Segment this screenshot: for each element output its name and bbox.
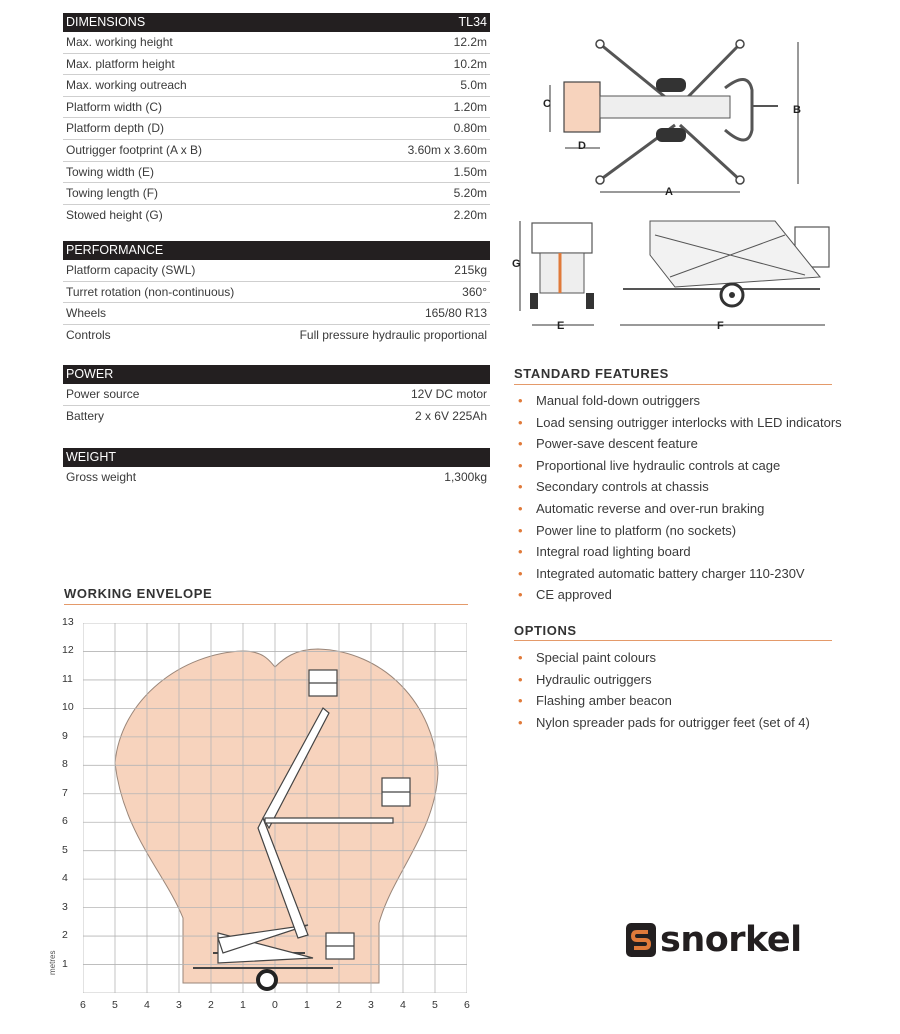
label-c: C — [543, 98, 551, 110]
spec-value: 1,300kg — [444, 470, 487, 484]
options-list — [514, 647, 810, 733]
y-tick-label: 8 — [62, 758, 68, 771]
spec-value: 12V DC motor — [410, 387, 487, 401]
x-tick-label: 3 — [368, 999, 374, 1011]
spec-value: 1.50m — [453, 164, 487, 179]
dimensions-table — [63, 13, 490, 225]
weight-header — [63, 448, 490, 467]
y-tick-label: 6 — [62, 815, 68, 828]
bullet-icon: • — [518, 457, 523, 473]
feature-item — [514, 541, 842, 563]
feature-item — [514, 584, 842, 606]
spec-label: Battery — [66, 408, 105, 423]
spec-row — [63, 282, 490, 304]
bullet-icon: • — [518, 393, 523, 408]
spec-value: 5.20m — [453, 186, 487, 201]
spec-row — [63, 162, 490, 184]
bullet-icon: • — [518, 693, 523, 709]
power-header — [63, 365, 490, 384]
working-envelope-title: WORKING ENVELOPE — [64, 586, 213, 601]
spec-row — [63, 54, 490, 76]
dimensions-title: DIMENSIONS — [66, 15, 146, 29]
bullet-icon: • — [518, 671, 523, 687]
feature-item — [514, 390, 842, 412]
weight-table — [63, 448, 490, 488]
feature-item — [514, 476, 842, 498]
spec-row — [63, 183, 490, 205]
performance-title: PERFORMANCE — [66, 243, 164, 257]
label-d: D — [578, 140, 586, 152]
label-b: B — [793, 104, 801, 116]
side-view-diagram — [615, 215, 835, 330]
y-tick-label: 13 — [62, 616, 74, 628]
y-tick-label: 9 — [62, 729, 68, 742]
spec-label: Platform width (C) — [66, 99, 163, 114]
feature-item — [514, 647, 810, 669]
spec-value: Full pressure hydraulic proportional — [299, 327, 487, 342]
feature-text: Power-save descent feature — [536, 436, 698, 452]
x-tick-label: 1 — [304, 999, 310, 1011]
weight-title: WEIGHT — [66, 450, 116, 464]
spec-label: Max. working outreach — [66, 78, 187, 93]
feature-item — [514, 412, 842, 434]
power-table — [63, 365, 490, 426]
spec-label: Wheels — [66, 306, 107, 321]
spec-row — [63, 260, 490, 282]
spec-value: 215kg — [454, 263, 487, 277]
spec-row — [63, 97, 490, 119]
spec-row — [63, 467, 490, 488]
x-tick-label: 3 — [176, 999, 182, 1011]
spec-label: Outrigger footprint (A x B) — [66, 142, 203, 157]
feature-item — [514, 520, 842, 542]
spec-value: 3.60m x 3.60m — [407, 142, 487, 157]
y-tick-label: 5 — [62, 843, 68, 856]
bullet-icon: • — [518, 522, 523, 538]
spec-value: 5.0m — [460, 78, 487, 93]
x-tick-label: 2 — [336, 999, 342, 1011]
feature-item — [514, 669, 810, 691]
feature-text: Proportional live hydraulic controls at cage — [536, 457, 781, 473]
x-tick-label: 5 — [112, 999, 118, 1011]
options-rule — [514, 640, 832, 641]
working-envelope-chart — [83, 623, 467, 993]
spec-label: Max. platform height — [66, 56, 175, 71]
feature-item — [514, 498, 842, 520]
feature-item — [514, 690, 810, 712]
spec-value: 0.80m — [453, 121, 487, 136]
spec-row — [63, 325, 490, 346]
spec-label: Platform capacity (SWL) — [66, 263, 196, 277]
spec-value: 2 x 6V 225Ah — [414, 408, 487, 423]
y-tick-label: 10 — [62, 701, 74, 714]
feature-text: Flashing amber beacon — [536, 693, 672, 709]
spec-value: 12.2m — [453, 35, 487, 49]
bullet-icon: • — [518, 479, 523, 495]
x-tick-label: 0 — [272, 999, 278, 1011]
y-tick-label: 12 — [62, 644, 74, 657]
bullet-icon: • — [518, 650, 523, 665]
spec-label: Gross weight — [66, 470, 137, 484]
y-tick-label: 2 — [62, 929, 68, 942]
performance-table — [63, 241, 490, 345]
feature-text: Integral road lighting board — [536, 544, 691, 560]
spec-value: 2.20m — [453, 207, 487, 222]
spec-value: 165/80 R13 — [424, 306, 487, 321]
standard-features-list — [514, 390, 842, 606]
spec-row — [63, 384, 490, 406]
bullet-icon: • — [518, 414, 523, 430]
options-title: OPTIONS — [514, 623, 577, 638]
spec-value: 10.2m — [453, 56, 487, 71]
spec-label: Towing length (F) — [66, 186, 159, 201]
spec-row — [63, 406, 490, 427]
spec-row — [63, 75, 490, 97]
snorkel-logo — [626, 920, 802, 960]
feature-text: Load sensing outrigger interlocks with LED indicators — [536, 414, 842, 430]
feature-text: Special paint colours — [536, 650, 656, 665]
bullet-icon: • — [518, 565, 523, 581]
spec-label: Max. working height — [66, 35, 173, 49]
spec-label: Controls — [66, 327, 111, 342]
power-title: POWER — [66, 367, 114, 381]
x-tick-label: 5 — [432, 999, 438, 1011]
feature-text: Power line to platform (no sockets) — [536, 522, 737, 538]
x-tick-label: 1 — [240, 999, 246, 1011]
label-f: F — [717, 320, 724, 332]
spec-value: 360° — [462, 284, 487, 299]
spec-value: 1.20m — [453, 99, 487, 114]
spec-label: Stowed height (G) — [66, 207, 163, 222]
standard-features-title: STANDARD FEATURES — [514, 366, 669, 381]
feature-text: Nylon spreader pads for outrigger feet (set of 4) — [536, 714, 810, 730]
label-a: A — [665, 186, 673, 198]
y-tick-label: 3 — [62, 900, 68, 913]
feature-text: Hydraulic outriggers — [536, 671, 652, 687]
spec-row — [63, 140, 490, 162]
feature-item — [514, 563, 842, 585]
y-unit-label: metres — [48, 950, 57, 975]
x-tick-label: 4 — [400, 999, 406, 1011]
feature-text: CE approved — [536, 587, 612, 603]
feature-item — [514, 712, 810, 734]
spec-label: Platform depth (D) — [66, 121, 165, 136]
spec-label: Power source — [66, 387, 140, 401]
snorkel-logo-mark — [626, 923, 656, 957]
x-tick-label: 6 — [464, 999, 470, 1011]
model-name: TL34 — [458, 15, 487, 29]
bullet-icon: • — [518, 714, 523, 730]
feature-item — [514, 455, 842, 477]
feature-text: Manual fold-down outriggers — [536, 393, 701, 408]
y-tick-label: 7 — [62, 786, 68, 799]
top-view-diagram — [520, 30, 820, 205]
spec-row — [63, 205, 490, 226]
spec-label: Towing width (E) — [66, 164, 155, 179]
performance-header — [63, 241, 490, 260]
bullet-icon: • — [518, 587, 523, 603]
x-tick-label: 4 — [144, 999, 150, 1011]
spec-row — [63, 118, 490, 140]
y-tick-label: 11 — [62, 672, 73, 685]
y-tick-label: 1 — [62, 957, 68, 970]
spec-row — [63, 32, 490, 54]
feature-text: Secondary controls at chassis — [536, 479, 709, 495]
feature-item — [514, 433, 842, 455]
spec-label: Turret rotation (non-continuous) — [66, 284, 235, 299]
bullet-icon: • — [518, 544, 523, 560]
working-envelope-rule — [64, 604, 468, 605]
label-g: G — [512, 258, 521, 270]
bullet-icon: • — [518, 500, 523, 516]
front-view-diagram — [510, 215, 600, 330]
label-e: E — [557, 320, 565, 332]
dimensions-header — [63, 13, 490, 32]
x-tick-label: 2 — [208, 999, 214, 1011]
y-tick-label: 4 — [62, 872, 68, 885]
standard-features-rule — [514, 384, 832, 385]
bullet-icon: • — [518, 436, 523, 452]
feature-text: Automatic reverse and over-run braking — [536, 500, 765, 516]
feature-text: Integrated automatic battery charger 110-230V — [536, 565, 805, 581]
brand-name: snorkel — [660, 920, 802, 960]
x-tick-label: 6 — [80, 999, 86, 1011]
spec-row — [63, 303, 490, 325]
